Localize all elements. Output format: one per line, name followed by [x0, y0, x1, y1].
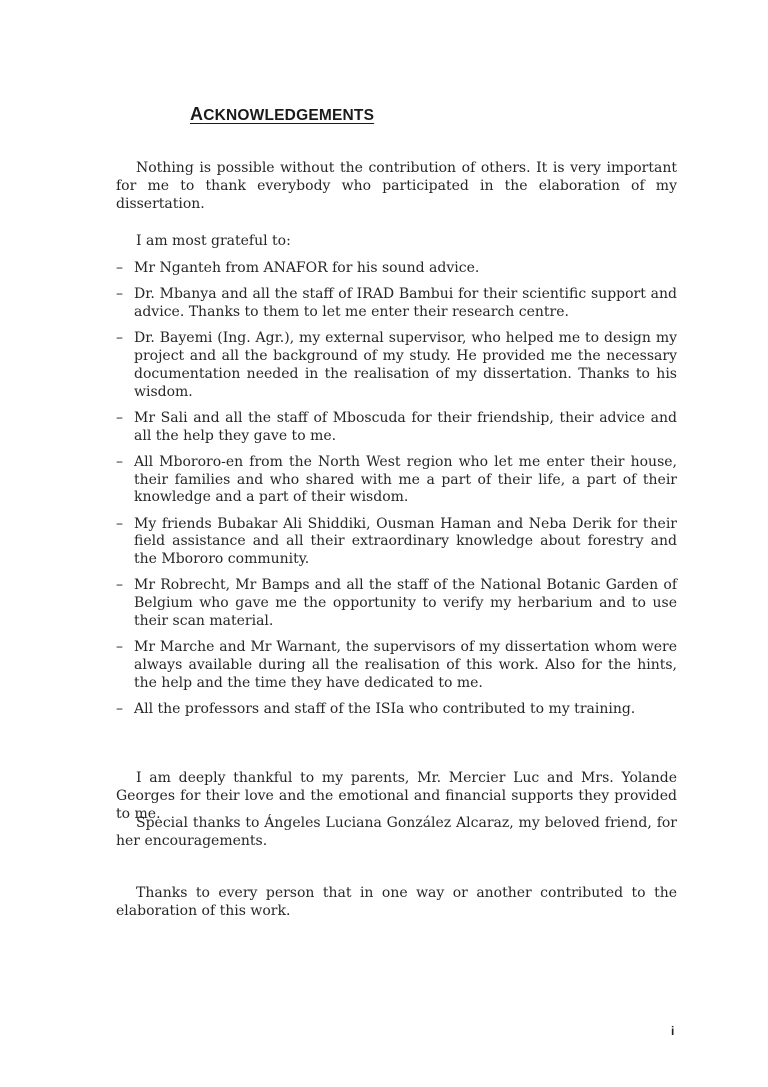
- list-item-text: Dr. Mbanya and all the staff of IRAD Bambui for their scientific support and advice. Thanks to them to let me enter their research centre.: [134, 286, 677, 320]
- closing-paragraph: Thanks to every person that in one way or another contributed to the elaboration of this work.: [116, 885, 677, 919]
- list-item-text: Mr Sali and all the staff of Mboscuda for their friendship, their advice and all the help they gave to me.: [134, 409, 677, 444]
- dash-marker: –: [116, 639, 123, 656]
- list-item: [116, 639, 677, 692]
- dash-marker: –: [116, 515, 123, 532]
- friend-paragraph: Special thanks to Ángeles Luciana González Alcaraz, my beloved friend, for her encouragements.: [116, 815, 677, 849]
- page-title: [190, 104, 374, 125]
- list-item-text: Mr Robrecht, Mr Bamps and all the staff of the National Botanic Garden of Belgium who gave me the opportunity to verify my herbarium and to use their scan material.: [134, 577, 677, 629]
- list-item-text: All the professors and staff of the ISIa who contributed to my training.: [134, 700, 636, 717]
- parents-paragraph: I am deeply thankful to my parents, Mr. Mercier Luc and Mrs. Yolande Georges for their love and the emotional and financial supports they provided to me.: [116, 770, 677, 822]
- dash-marker: –: [116, 453, 123, 470]
- list-item: [116, 330, 677, 401]
- title-initial: A: [190, 104, 204, 124]
- list-item: [116, 454, 677, 507]
- list-item-text: All Mbororo-en from the North West region who let me enter their house, their families and who shared with me a part of their life, a part of their knowledge and a part of their wisdom.: [134, 453, 677, 506]
- dash-marker: –: [116, 330, 123, 347]
- acknowledgement-list: [116, 260, 677, 727]
- dash-marker: –: [116, 700, 123, 717]
- list-item: [116, 516, 677, 569]
- list-item-text: Dr. Bayemi (Ing. Agr.), my external supervisor, who helped me to design my project and all the background of my study. He provided me the necessary documentation needed in the realisation of my dissertation. Thanks to his wisdom.: [134, 330, 677, 400]
- grateful-intro: I am most grateful to:: [136, 233, 291, 249]
- dash-marker: –: [116, 286, 123, 303]
- list-item: [116, 577, 677, 630]
- list-item-text: Mr Nganteh from ANAFOR for his sound advice.: [134, 260, 480, 276]
- list-item: [116, 286, 677, 322]
- page-number: i: [671, 1024, 675, 1038]
- list-item: [116, 701, 677, 719]
- dash-marker: –: [116, 260, 123, 276]
- list-item: [116, 260, 677, 278]
- list-item: [116, 410, 677, 446]
- dash-marker: –: [116, 409, 123, 426]
- intro-paragraph: Nothing is possible without the contribution of others. It is very important for me to thank everybody who participated in the elaboration of my dissertation.: [116, 160, 677, 212]
- title-rest: CKNOWLEDGEMENTS: [203, 107, 375, 124]
- list-item-text: My friends Bubakar Ali Shiddiki, Ousman Haman and Neba Derik for their field assistance and all their extraordinary knowledge about forestry and the Mbororo community.: [134, 515, 677, 568]
- dash-marker: –: [116, 577, 123, 594]
- list-item-text: Mr Marche and Mr Warnant, the supervisors of my dissertation whom were always available during all the realisation of this work. Also for the hints, the help and the time they have dedicated to me.: [134, 639, 677, 691]
